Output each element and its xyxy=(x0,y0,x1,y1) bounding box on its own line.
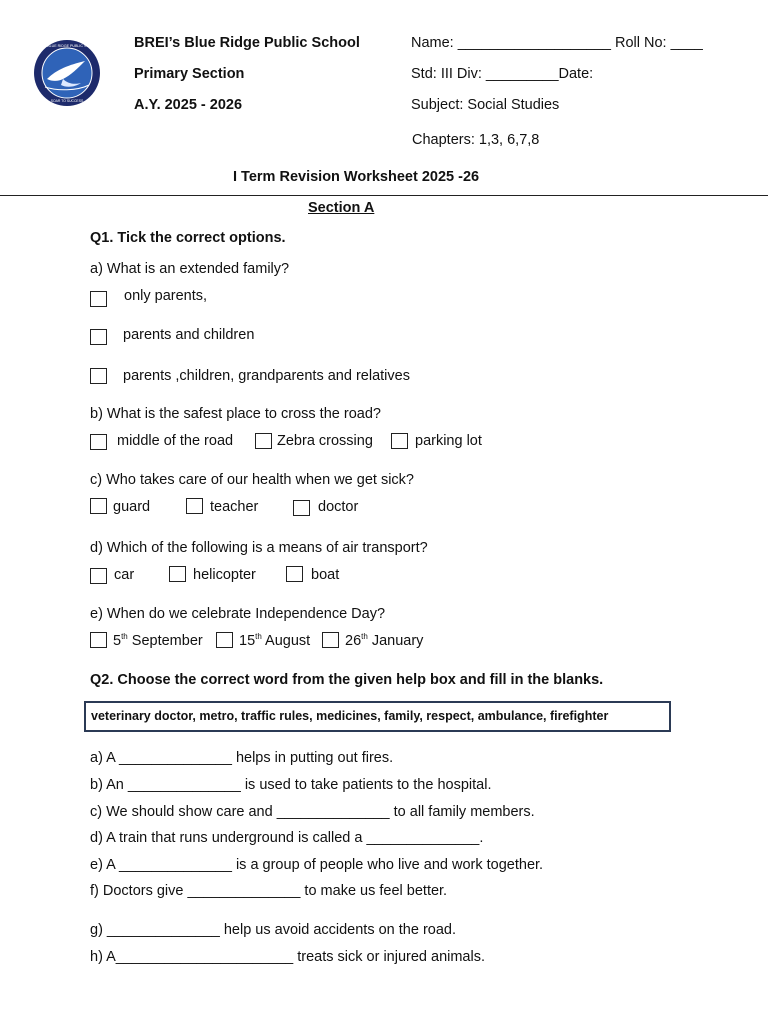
q1d-option2-label: helicopter xyxy=(193,567,256,583)
q2c-item[interactable]: c) We should show care and ______________ to all family members. xyxy=(90,804,535,820)
q1b-option2-label: Zebra crossing xyxy=(277,433,373,449)
q1a-option2-label: parents and children xyxy=(123,327,255,343)
q1b-option1-label: middle of the road xyxy=(117,433,234,449)
q2d-item[interactable]: d) A train that runs underground is called a ______________. xyxy=(90,830,484,846)
school-logo xyxy=(33,39,101,107)
chapters-label: Chapters: 1,3, 6,7,8 xyxy=(412,132,540,148)
q2h-item[interactable]: h) A______________________ treats sick or injured animals. xyxy=(90,949,485,965)
q1e-option1-label: 5th September xyxy=(113,632,203,649)
q1d-question: d) Which of the following is a means of air transport? xyxy=(90,540,428,556)
header-divider xyxy=(0,195,768,196)
section-title: Section A xyxy=(308,200,375,216)
school-name: BREI’s Blue Ridge Public School xyxy=(134,35,360,51)
q2f-item[interactable]: f) Doctors give ______________ to make us feel better. xyxy=(90,883,448,899)
q1b-option3-label: parking lot xyxy=(415,433,482,449)
q2-heading: Q2. Choose the correct word from the given help box and fill in the blanks. xyxy=(90,672,604,688)
q1d-option2-checkbox[interactable] xyxy=(169,566,186,582)
q1c-option2-label: teacher xyxy=(210,499,259,515)
q1a-option1-label: only parents, xyxy=(124,288,208,304)
q2e-item[interactable]: e) A ______________ is a group of people who live and work together. xyxy=(90,857,544,873)
q1e-question: e) When do we celebrate Independence Day? xyxy=(90,606,386,622)
std-div-date-field[interactable]: Std: III Div: _________Date: xyxy=(411,66,594,82)
q1d-option3-checkbox[interactable] xyxy=(286,566,303,582)
logo-ring-text: BREI'S BLUE RIDGE PUBLIC SCHOOL xyxy=(34,44,100,48)
q1b-option2-checkbox[interactable] xyxy=(255,433,272,449)
q2a-item[interactable]: a) A ______________ helps in putting out fires. xyxy=(90,750,394,766)
q2g-item[interactable]: g) ______________ help us avoid accidents on the road. xyxy=(90,922,457,938)
q1c-option3-label: doctor xyxy=(318,499,359,515)
q2b-item[interactable]: b) An ______________ is used to take patients to the hospital. xyxy=(90,777,492,793)
school-section: Primary Section xyxy=(134,66,245,82)
q1e-option2-checkbox[interactable] xyxy=(216,632,233,648)
q1e-option1-checkbox[interactable] xyxy=(90,632,107,648)
q1d-option3-label: boat xyxy=(311,567,340,583)
q1a-option3-label: parents ,children, grandparents and relatives xyxy=(123,368,410,384)
q1b-option1-checkbox[interactable] xyxy=(90,434,107,450)
q1c-option1-label: guard xyxy=(113,499,151,515)
q1e-option2-label: 15th August xyxy=(239,632,311,649)
q1c-option3-checkbox[interactable] xyxy=(293,500,310,516)
q1a-option1-checkbox[interactable] xyxy=(90,291,107,307)
academic-year: A.Y. 2025 - 2026 xyxy=(134,97,243,113)
logo-motto: SOAR TO SUCCESS xyxy=(50,99,84,103)
q1e-option3-label: 26th January xyxy=(345,632,424,649)
worksheet-title: I Term Revision Worksheet 2025 -26 xyxy=(233,169,480,185)
q1e-option3-checkbox[interactable] xyxy=(322,632,339,648)
help-box: veterinary doctor, metro, traffic rules, medicines, family, respect, ambulance, firefighter xyxy=(84,701,671,732)
q1b-question: b) What is the safest place to cross the road? xyxy=(90,406,381,422)
q1d-option1-checkbox[interactable] xyxy=(90,568,107,584)
q1a-option3-checkbox[interactable] xyxy=(90,368,107,384)
q1a-option2-checkbox[interactable] xyxy=(90,329,107,345)
q1c-option2-checkbox[interactable] xyxy=(186,498,203,514)
subject-label: Subject: Social Studies xyxy=(411,97,560,113)
q1c-option1-checkbox[interactable] xyxy=(90,498,107,514)
name-roll-field[interactable]: Name: ___________________ Roll No: ____ xyxy=(411,35,703,51)
q1a-question: a) What is an extended family? xyxy=(90,261,290,277)
q1d-option1-label: car xyxy=(114,567,135,583)
q1-heading: Q1. Tick the correct options. xyxy=(90,230,286,246)
q1c-question: c) Who takes care of our health when we get sick? xyxy=(90,472,414,488)
q1b-option3-checkbox[interactable] xyxy=(391,433,408,449)
